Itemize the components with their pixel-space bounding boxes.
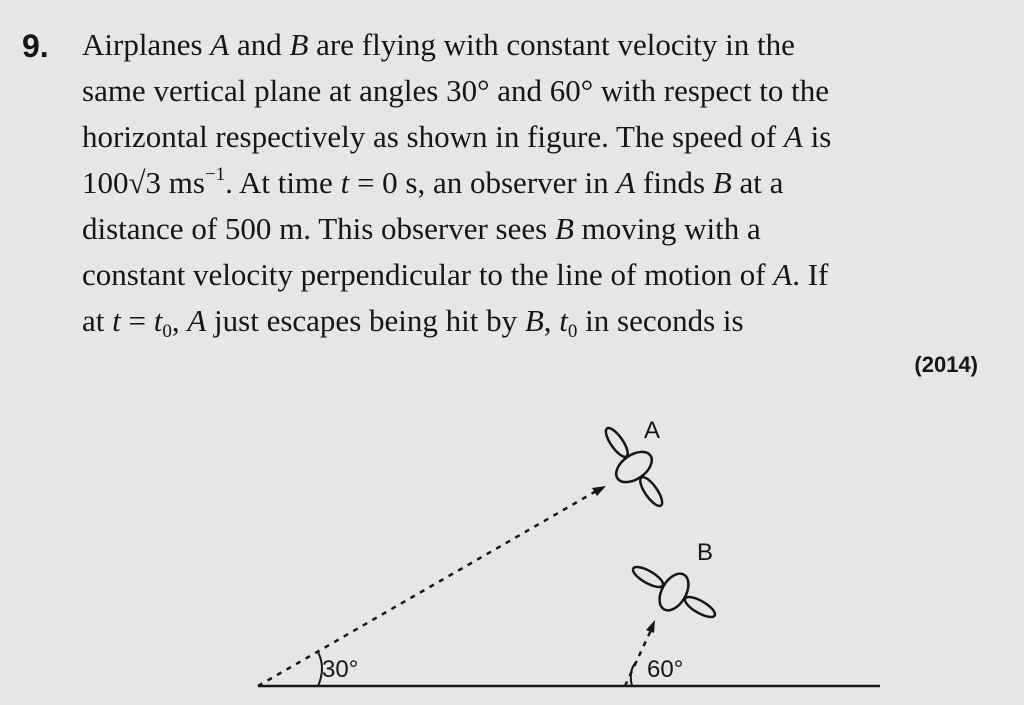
- question-line-6: constant velocity perpendicular to the line of motion of A. If: [82, 257, 829, 292]
- question-number: 9.: [22, 28, 49, 64]
- path-a-dashed: [258, 490, 598, 686]
- exam-year: (2014): [914, 352, 978, 377]
- angle-label-a: 30°: [322, 656, 359, 683]
- label-a: A: [644, 417, 661, 444]
- question-text: [82, 22, 982, 344]
- angle-label-b: 60°: [647, 656, 684, 683]
- question-line-3: horizontal respectively as shown in figure. The speed of A is: [82, 119, 832, 154]
- question-block: [22, 22, 992, 344]
- arrow-b: [646, 620, 655, 633]
- label-b: B: [697, 539, 714, 566]
- question-line-4: 100√3 $ms^{-1}$. At time t = 0 s, an observer in A finds B at a: [82, 164, 784, 200]
- arrow-a: [592, 486, 606, 496]
- question-line-1: Airplanes A and B are flying with constant velocity in the: [82, 27, 795, 62]
- question-line-2: same vertical plane at angles 30° and 60° with respect to the: [82, 73, 830, 108]
- airplanes-figure: [0, 400, 1024, 705]
- airplane-a-icon: [591, 417, 678, 517]
- question-line-7: at $t = t_0$, A just escapes being hit by B, $t_0$ in seconds is: [82, 303, 744, 342]
- question-line-5: distance of 500 m. This observer sees B moving with a: [82, 211, 761, 246]
